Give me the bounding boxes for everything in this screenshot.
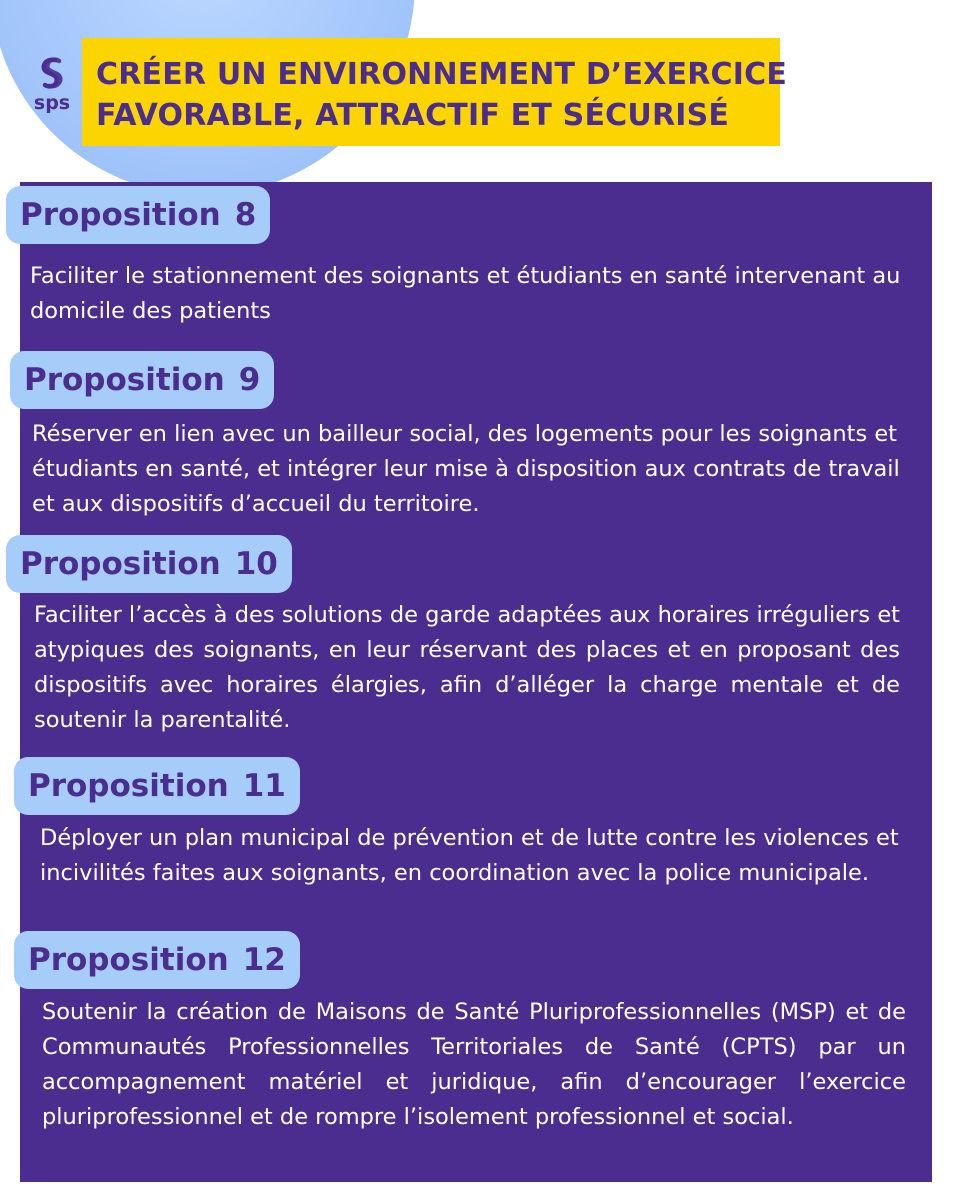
- proposition-10-text: Faciliter l’accès à des solutions de garde adaptées aux horaires irréguliers et atypiques des soignants, en leur réservant des places et en proposant des dispositifs avec horaires élargies, afin d’alléger la charge mentale et de soutenir la parentalité.: [34, 602, 900, 733]
- proposition-number: 10: [234, 546, 278, 582]
- sps-swirl-icon: [35, 56, 69, 90]
- proposition-8-badge: [6, 186, 270, 244]
- proposition-11-badge: [14, 757, 300, 815]
- proposition-12-text: Soutenir la création de Maisons de Santé Pluriprofessionnelles (MSP) et de Communautés Professionnelles Territoriales de Santé (CPTS) par un accompagnement matériel et juridique, afin d’encourager l’exercice pluriprofessionnel et de rompre l’isolement professionnel et social.: [42, 999, 906, 1130]
- proposition-number: 12: [242, 942, 286, 978]
- sps-logo: [24, 56, 80, 126]
- page-title-line-1: CRÉER UN ENVIRONNEMENT D’EXERCICE: [96, 57, 788, 92]
- proposition-8-text: Faciliter le stationnement des soignants et étudiants en santé intervenant au domicile des patients: [30, 263, 901, 324]
- header-title-box: [82, 38, 788, 146]
- proposition-label: Proposition: [24, 362, 225, 398]
- proposition-9-text: Réserver en lien avec un bailleur social, des logements pour les soignants et étudiants en santé, et intégrer leur mise à disposition aux contrats de travail et aux dispositifs d’accueil du territoire.: [32, 421, 900, 517]
- proposition-label: Proposition: [20, 546, 221, 582]
- proposition-12-badge: [14, 931, 300, 989]
- logo-text: sps: [33, 92, 71, 114]
- proposition-number: 8: [234, 197, 257, 233]
- proposition-number: 11: [242, 768, 286, 804]
- proposition-label: Proposition: [20, 197, 221, 233]
- proposition-number: 9: [238, 362, 261, 398]
- proposition-10-badge: [6, 535, 292, 593]
- proposition-label: Proposition: [28, 768, 229, 804]
- proposition-11-text: Déployer un plan municipal de prévention et de lutte contre les violences et incivilités faites aux soignants, en coordination avec la police municipale.: [40, 825, 899, 886]
- page-title-line-2: FAVORABLE, ATTRACTIF ET SÉCURISÉ: [96, 98, 730, 133]
- proposition-label: Proposition: [28, 942, 229, 978]
- proposition-9-badge: [10, 351, 274, 409]
